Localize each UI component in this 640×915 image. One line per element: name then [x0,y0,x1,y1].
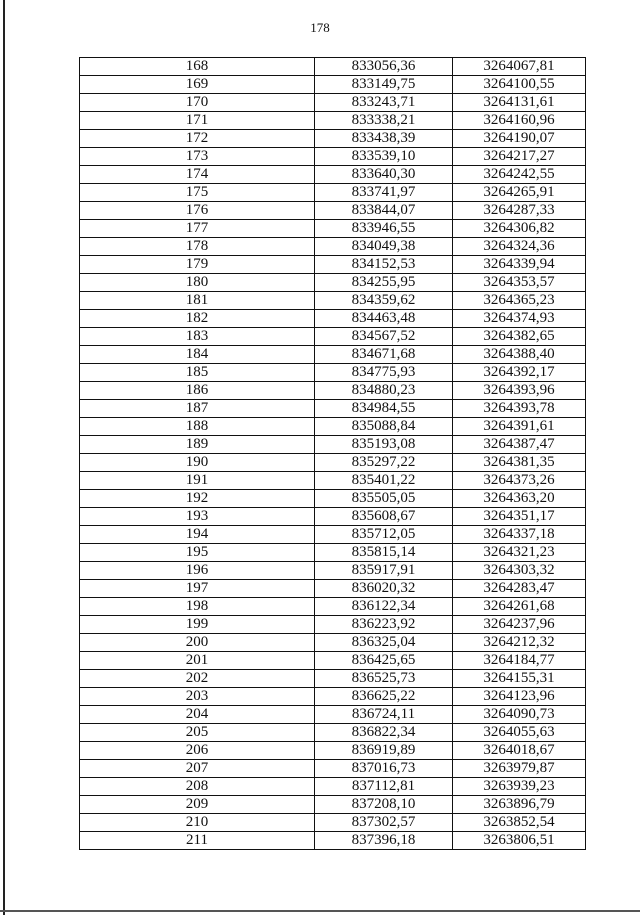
x-coordinate-cell: 836822,34 [315,724,453,742]
coordinates-table [79,57,586,850]
y-coordinate-cell: 3264363,20 [453,490,586,508]
table-row [80,418,586,436]
x-coordinate-cell: 834567,52 [315,328,453,346]
table-row [80,166,586,184]
x-coordinate-cell: 834152,53 [315,256,453,274]
x-coordinate-cell: 835401,22 [315,472,453,490]
x-coordinate-cell: 836223,92 [315,616,453,634]
y-coordinate-cell: 3264287,33 [453,202,586,220]
table-row [80,634,586,652]
scan-edge-left [3,0,5,915]
point-number-cell: 193 [80,508,315,526]
x-coordinate-cell: 835193,08 [315,436,453,454]
x-coordinate-cell: 835505,05 [315,490,453,508]
x-coordinate-cell: 833539,10 [315,148,453,166]
y-coordinate-cell: 3264337,18 [453,526,586,544]
table-row [80,454,586,472]
x-coordinate-cell: 837208,10 [315,796,453,814]
x-coordinate-cell: 834049,38 [315,238,453,256]
point-number-cell: 183 [80,328,315,346]
point-number-cell: 169 [80,76,315,94]
table-row [80,598,586,616]
table-row [80,202,586,220]
point-number-cell: 209 [80,796,315,814]
table-row [80,76,586,94]
y-coordinate-cell: 3264160,96 [453,112,586,130]
x-coordinate-cell: 835088,84 [315,418,453,436]
table-row [80,760,586,778]
table-row [80,112,586,130]
point-number-cell: 185 [80,364,315,382]
x-coordinate-cell: 833844,07 [315,202,453,220]
y-coordinate-cell: 3264353,57 [453,274,586,292]
x-coordinate-cell: 834255,95 [315,274,453,292]
x-coordinate-cell: 833243,71 [315,94,453,112]
point-number-cell: 192 [80,490,315,508]
point-number-cell: 189 [80,436,315,454]
y-coordinate-cell: 3264265,91 [453,184,586,202]
y-coordinate-cell: 3264242,55 [453,166,586,184]
y-coordinate-cell: 3264391,61 [453,418,586,436]
point-number-cell: 172 [80,130,315,148]
table-row [80,58,586,76]
point-number-cell: 210 [80,814,315,832]
y-coordinate-cell: 3264184,77 [453,652,586,670]
x-coordinate-cell: 833149,75 [315,76,453,94]
table-row [80,436,586,454]
table-row [80,274,586,292]
table-row [80,292,586,310]
table-row [80,184,586,202]
y-coordinate-cell: 3264321,23 [453,544,586,562]
y-coordinate-cell: 3264190,07 [453,130,586,148]
table-row [80,526,586,544]
table-row [80,652,586,670]
y-coordinate-cell: 3264303,32 [453,562,586,580]
x-coordinate-cell: 834463,48 [315,310,453,328]
table-row [80,94,586,112]
table-row [80,670,586,688]
table-row [80,688,586,706]
point-number-cell: 174 [80,166,315,184]
point-number-cell: 208 [80,778,315,796]
x-coordinate-cell: 836122,34 [315,598,453,616]
x-coordinate-cell: 833946,55 [315,220,453,238]
point-number-cell: 201 [80,652,315,670]
y-coordinate-cell: 3264351,17 [453,508,586,526]
point-number-cell: 206 [80,742,315,760]
y-coordinate-cell: 3264374,93 [453,310,586,328]
point-number-cell: 200 [80,634,315,652]
x-coordinate-cell: 837396,18 [315,832,453,850]
point-number-cell: 196 [80,562,315,580]
y-coordinate-cell: 3264212,32 [453,634,586,652]
x-coordinate-cell: 836425,65 [315,652,453,670]
y-coordinate-cell: 3264381,35 [453,454,586,472]
table-row [80,400,586,418]
x-coordinate-cell: 834671,68 [315,346,453,364]
point-number-cell: 190 [80,454,315,472]
point-number-cell: 197 [80,580,315,598]
x-coordinate-cell: 837016,73 [315,760,453,778]
y-coordinate-cell: 3264018,67 [453,742,586,760]
point-number-cell: 178 [80,238,315,256]
y-coordinate-cell: 3264339,94 [453,256,586,274]
x-coordinate-cell: 835815,14 [315,544,453,562]
point-number-cell: 182 [80,310,315,328]
x-coordinate-cell: 836625,22 [315,688,453,706]
x-coordinate-cell: 834880,23 [315,382,453,400]
x-coordinate-cell: 834359,62 [315,292,453,310]
x-coordinate-cell: 836525,73 [315,670,453,688]
x-coordinate-cell: 837302,57 [315,814,453,832]
x-coordinate-cell: 836325,04 [315,634,453,652]
point-number-cell: 188 [80,418,315,436]
point-number-cell: 176 [80,202,315,220]
table-row [80,724,586,742]
x-coordinate-cell: 837112,81 [315,778,453,796]
y-coordinate-cell: 3263852,54 [453,814,586,832]
point-number-cell: 202 [80,670,315,688]
table-row [80,364,586,382]
y-coordinate-cell: 3264392,17 [453,364,586,382]
point-number-cell: 207 [80,760,315,778]
point-number-cell: 170 [80,94,315,112]
y-coordinate-cell: 3264388,40 [453,346,586,364]
table-row [80,580,586,598]
y-coordinate-cell: 3264237,96 [453,616,586,634]
table-row [80,562,586,580]
y-coordinate-cell: 3263979,87 [453,760,586,778]
table-row [80,238,586,256]
x-coordinate-cell: 836724,11 [315,706,453,724]
y-coordinate-cell: 3264055,63 [453,724,586,742]
table-row [80,796,586,814]
table-row [80,706,586,724]
y-coordinate-cell: 3264382,65 [453,328,586,346]
x-coordinate-cell: 835608,67 [315,508,453,526]
y-coordinate-cell: 3264155,31 [453,670,586,688]
x-coordinate-cell: 833056,36 [315,58,453,76]
table-row [80,148,586,166]
table-row [80,310,586,328]
point-number-cell: 199 [80,616,315,634]
point-number-cell: 194 [80,526,315,544]
table-row [80,346,586,364]
x-coordinate-cell: 835297,22 [315,454,453,472]
table-row [80,778,586,796]
y-coordinate-cell: 3264393,78 [453,400,586,418]
table-row [80,220,586,238]
x-coordinate-cell: 836020,32 [315,580,453,598]
point-number-cell: 179 [80,256,315,274]
point-number-cell: 195 [80,544,315,562]
point-number-cell: 205 [80,724,315,742]
point-number-cell: 191 [80,472,315,490]
point-number-cell: 211 [80,832,315,850]
coordinates-table-body [80,58,586,850]
point-number-cell: 180 [80,274,315,292]
y-coordinate-cell: 3263806,51 [453,832,586,850]
y-coordinate-cell: 3264131,61 [453,94,586,112]
table-row [80,742,586,760]
y-coordinate-cell: 3264365,23 [453,292,586,310]
y-coordinate-cell: 3264373,26 [453,472,586,490]
point-number-cell: 186 [80,382,315,400]
table-row [80,472,586,490]
y-coordinate-cell: 3264123,96 [453,688,586,706]
point-number-cell: 184 [80,346,315,364]
y-coordinate-cell: 3264283,47 [453,580,586,598]
point-number-cell: 168 [80,58,315,76]
table-row [80,328,586,346]
page-number: 178 [310,20,330,35]
point-number-cell: 171 [80,112,315,130]
x-coordinate-cell: 833438,39 [315,130,453,148]
y-coordinate-cell: 3264306,82 [453,220,586,238]
table-row [80,382,586,400]
x-coordinate-cell: 834775,93 [315,364,453,382]
y-coordinate-cell: 3263939,23 [453,778,586,796]
x-coordinate-cell: 833640,30 [315,166,453,184]
table-row [80,256,586,274]
x-coordinate-cell: 834984,55 [315,400,453,418]
y-coordinate-cell: 3263896,79 [453,796,586,814]
y-coordinate-cell: 3264100,55 [453,76,586,94]
x-coordinate-cell: 836919,89 [315,742,453,760]
y-coordinate-cell: 3264090,73 [453,706,586,724]
y-coordinate-cell: 3264387,47 [453,436,586,454]
point-number-cell: 187 [80,400,315,418]
point-number-cell: 177 [80,220,315,238]
x-coordinate-cell: 835917,91 [315,562,453,580]
point-number-cell: 204 [80,706,315,724]
y-coordinate-cell: 3264393,96 [453,382,586,400]
table-row [80,616,586,634]
point-number-cell: 173 [80,148,315,166]
x-coordinate-cell: 833338,21 [315,112,453,130]
x-coordinate-cell: 835712,05 [315,526,453,544]
table-row [80,490,586,508]
table-row [80,814,586,832]
table-row [80,544,586,562]
table-row [80,130,586,148]
point-number-cell: 181 [80,292,315,310]
y-coordinate-cell: 3264217,27 [453,148,586,166]
point-number-cell: 175 [80,184,315,202]
table-row [80,832,586,850]
point-number-cell: 198 [80,598,315,616]
scan-edge-bottom [0,910,640,912]
y-coordinate-cell: 3264261,68 [453,598,586,616]
x-coordinate-cell: 833741,97 [315,184,453,202]
y-coordinate-cell: 3264067,81 [453,58,586,76]
y-coordinate-cell: 3264324,36 [453,238,586,256]
table-row [80,508,586,526]
point-number-cell: 203 [80,688,315,706]
